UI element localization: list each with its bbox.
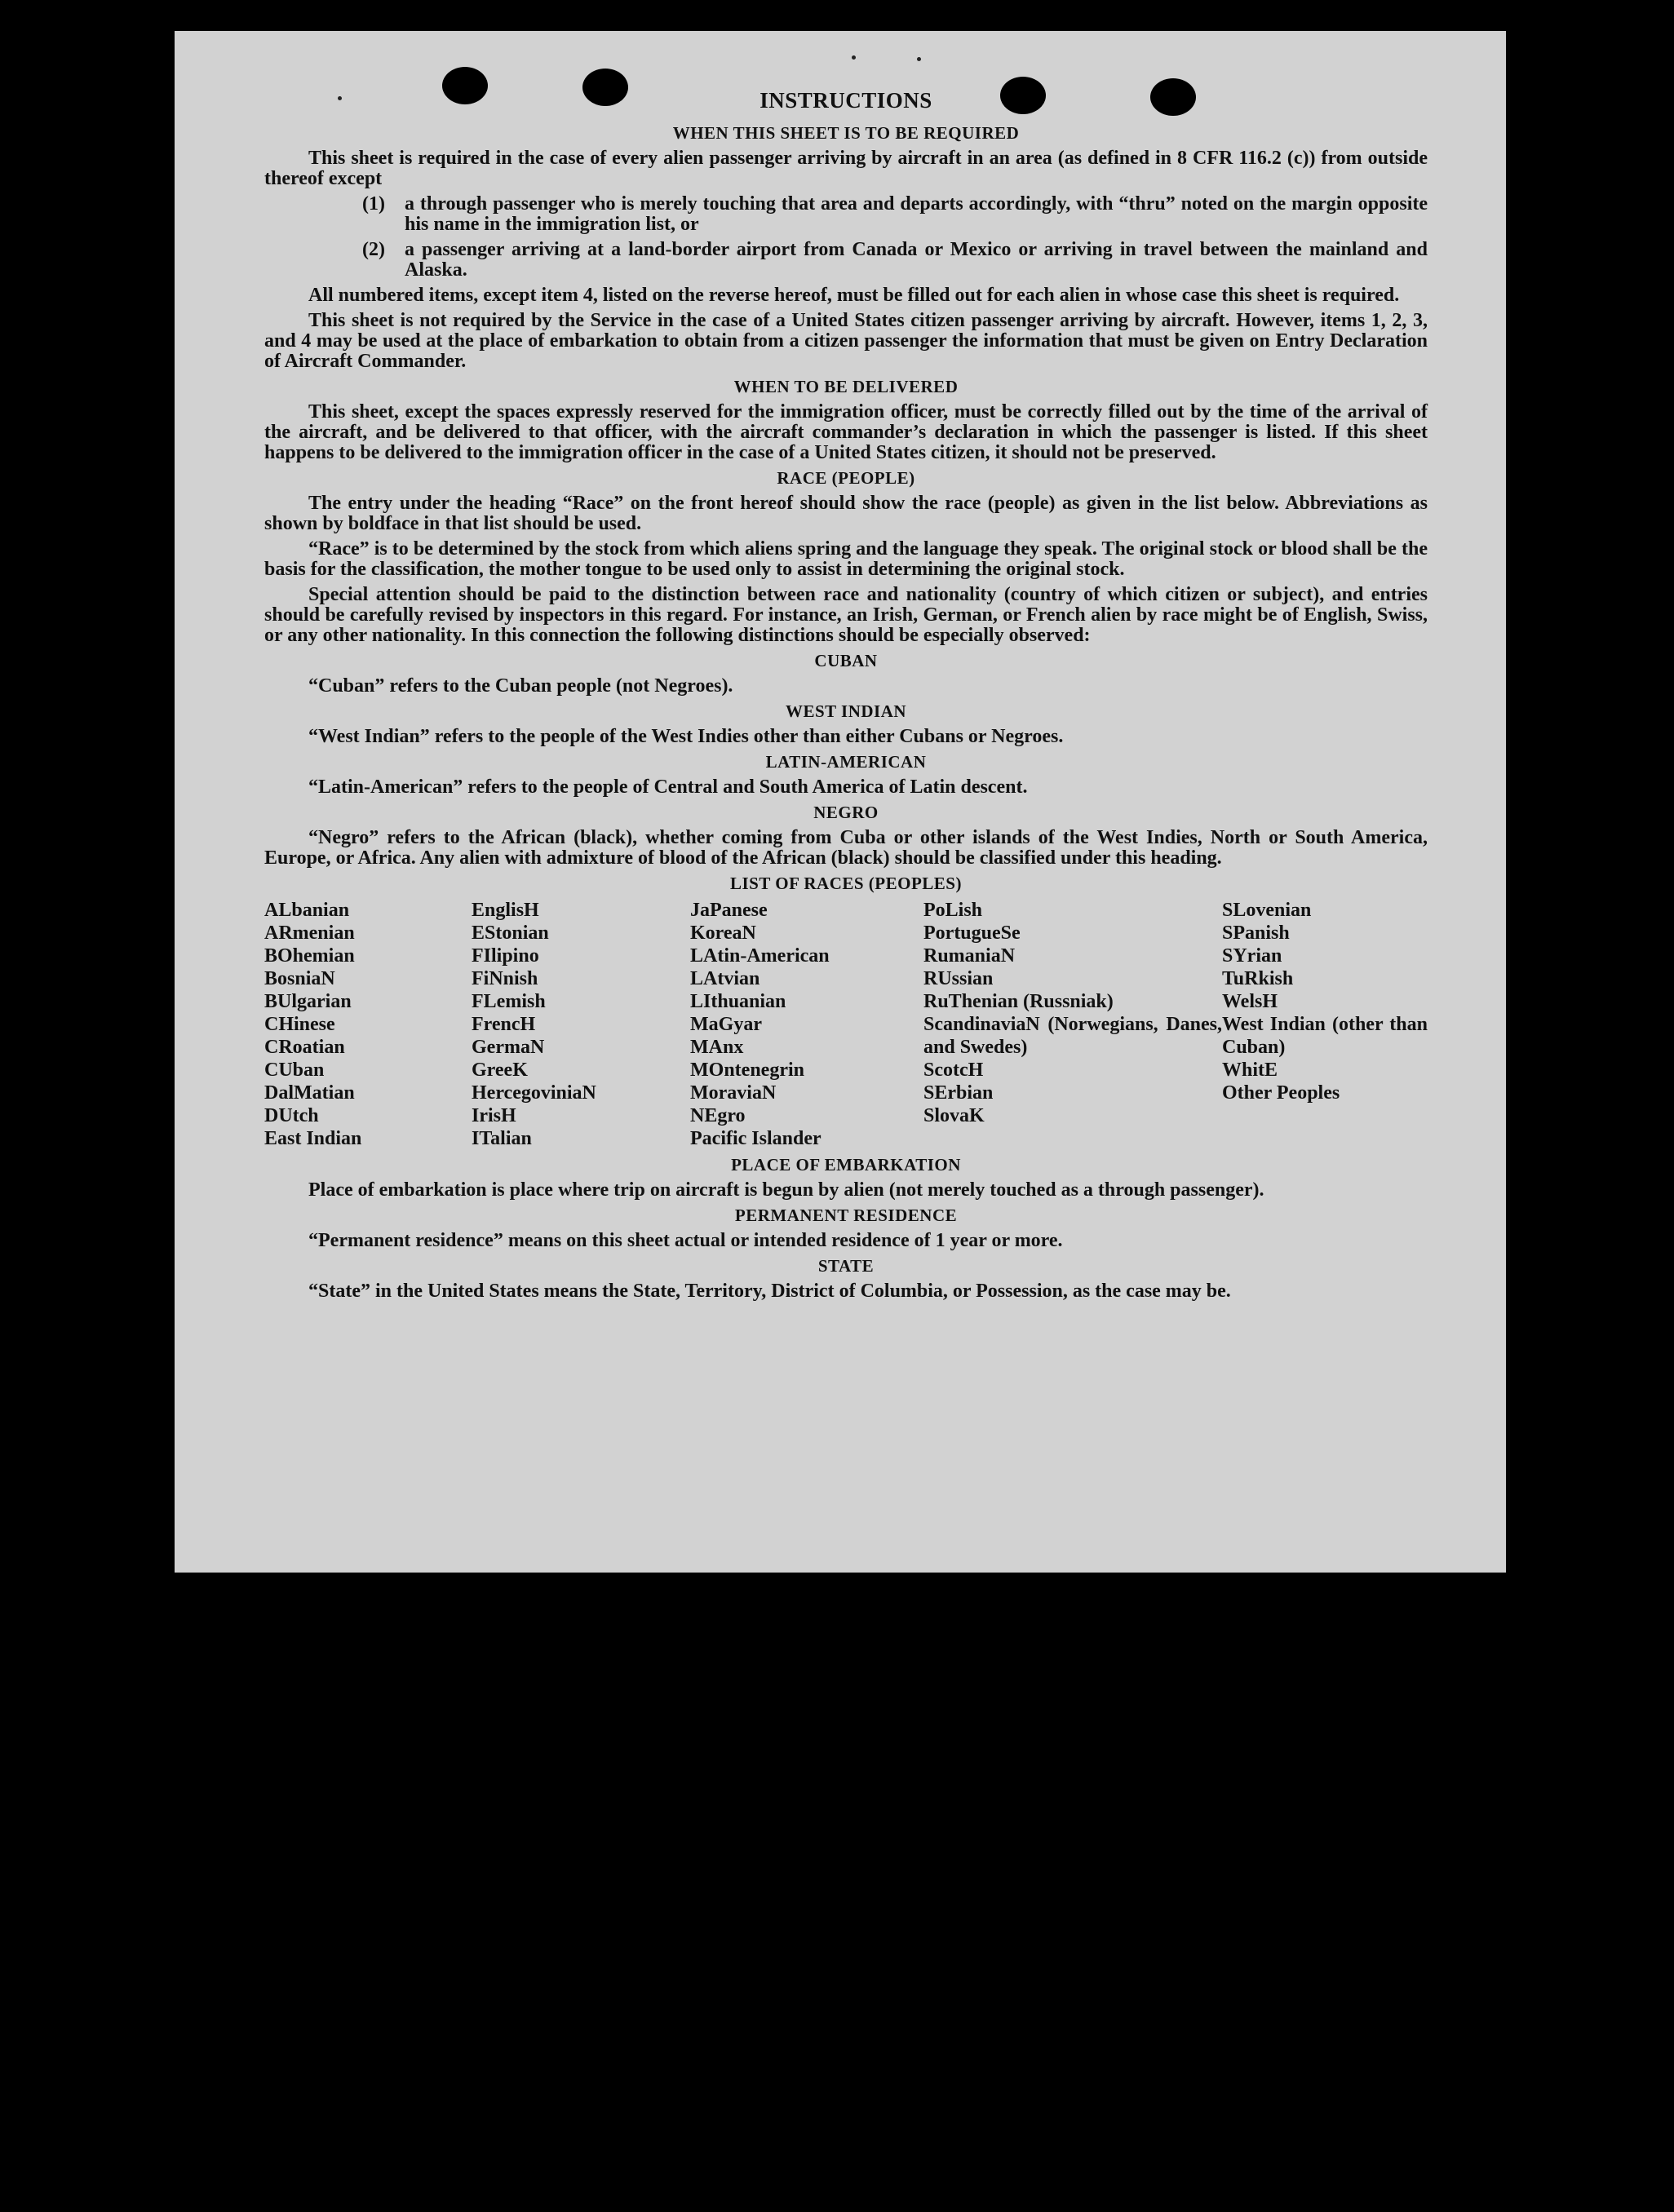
race-entry: TuRkish xyxy=(1222,968,1294,989)
race-entry: RUssian xyxy=(923,968,994,989)
section-heading: WEST INDIAN xyxy=(785,701,907,721)
race-entry: HercegoviniaN xyxy=(472,1082,596,1104)
race-entry: BUlgarian xyxy=(264,991,352,1012)
race-entry: BOhemian xyxy=(264,945,355,967)
instructions-content xyxy=(264,88,1428,1307)
section-heading: RACE (PEOPLE) xyxy=(777,468,915,488)
race-entry: PortugueSe xyxy=(923,922,1021,944)
race-entry: East Indian xyxy=(264,1128,362,1149)
race-entry: ALbanian xyxy=(264,900,350,921)
race-entry: LIthuanian xyxy=(690,991,786,1012)
paragraph: “Race” is to be determined by the stock from which aliens spring and the language they speak. The original stock or blood shall be the basis for the classification, the mother tongue to be used only to assist in determining the original stock. xyxy=(264,538,1428,580)
race-entry: CHinese xyxy=(264,1014,335,1035)
races-column xyxy=(690,899,923,1150)
paragraph: “Permanent residence” means on this sheet actual or intended residence of 1 year or more. xyxy=(308,1230,1063,1251)
race-entry: CRoatian xyxy=(264,1037,345,1058)
paragraph: Special attention should be paid to the distinction between race and nationality (country of which citizen or subject), and entries should be carefully revised by inspectors in this regard. For instance, an Irish, German, or French alien by race might be of English, Swiss, or any other nationality. In this connection the following distinctions should be especially observed: xyxy=(264,584,1428,646)
race-entry: FLemish xyxy=(472,991,546,1012)
race-entry: BosniaN xyxy=(264,968,335,989)
paragraph: This sheet is not required by the Service in the case of a United States citizen passenger arriving by aircraft. However, items 1, 2, 3, and 4 may be used at the place of embarkation to obtain from a citizen passenger the information that must be given on Entry Declaration of Aircraft Commander. xyxy=(264,310,1428,372)
race-entry: ARmenian xyxy=(264,922,355,944)
race-entry: EnglisH xyxy=(472,900,539,921)
paragraph: This sheet, except the spaces expressly reserved for the immigration officer, must be correctly filled out by the time of the arrival of the aircraft, and be delivered to that officer, with the aircraft commander’s declaration in which the passenger is listed. If this sheet happens to be delivered to the immigration officer in the case of a United States citizen, it should not be preserved. xyxy=(264,401,1428,463)
section-heading: WHEN THIS SHEET IS TO BE REQUIRED xyxy=(672,123,1020,143)
section-heading: WHEN TO BE DELIVERED xyxy=(733,377,959,396)
paragraph: All numbered items, except item 4, listed on the reverse hereof, must be filled out for each alien in whose case this sheet is required. xyxy=(308,285,1400,306)
paragraph: “Cuban” refers to the Cuban people (not Negroes). xyxy=(308,675,733,697)
paragraph: This sheet is required in the case of every alien passenger arriving by aircraft in an area (as defined in 8 CFR 116.2 (c)) from outside thereof except xyxy=(264,148,1428,189)
races-table xyxy=(264,899,1428,1150)
race-entry: WelsH xyxy=(1222,991,1278,1012)
paragraph: “Negro” refers to the African (black), whether coming from Cuba or other islands of the West Indies, North or South America, Europe, or Africa. Any alien with admixture of blood of the African (black) should be classified under this heading. xyxy=(264,827,1428,869)
race-entry: MAnx xyxy=(690,1037,744,1058)
section-heading: STATE xyxy=(817,1256,875,1276)
race-entry: DUtch xyxy=(264,1105,319,1126)
race-entry: ITalian xyxy=(472,1128,532,1149)
race-entry: ScotcH xyxy=(923,1060,984,1081)
race-entry: WhitE xyxy=(1222,1060,1278,1081)
paragraph: “West Indian” refers to the people of the West Indies other than either Cubans or Negroes. xyxy=(308,726,1064,747)
race-entry: FrencH xyxy=(472,1014,536,1035)
race-entry: CUban xyxy=(264,1060,325,1081)
paragraph: “Latin-American” refers to the people of Central and South America of Latin descent. xyxy=(308,776,1028,798)
race-entry: PoLish xyxy=(923,900,983,921)
item-text: a passenger arriving at a land-border airport from Canada or Mexico or arriving in travel between the mainland and Alaska. xyxy=(405,239,1428,281)
race-entry: West Indian (other than Cuban) xyxy=(1222,1014,1428,1058)
race-entry: MOntenegrin xyxy=(690,1060,804,1081)
section-heading: LATIN-AMERICAN xyxy=(765,752,927,772)
race-entry: SlovaK xyxy=(923,1105,985,1126)
document-page xyxy=(175,31,1506,1573)
section-heading: PERMANENT RESIDENCE xyxy=(734,1206,958,1225)
races-column xyxy=(923,899,1222,1150)
races-column xyxy=(472,899,690,1150)
paragraph: The entry under the heading “Race” on the front hereof should show the race (people) as given in the list below. Abbreviations as shown by boldface in that list should be used. xyxy=(264,493,1428,534)
race-entry: DalMatian xyxy=(264,1082,355,1104)
race-entry: FiNnish xyxy=(472,968,538,989)
races-column xyxy=(264,899,472,1150)
race-entry: RuThenian (Russniak) xyxy=(923,991,1114,1012)
race-entry: MoraviaN xyxy=(690,1082,777,1104)
item-text: a through passenger who is merely touching that area and departs accordingly, with “thru” noted on the margin opposite his name in the immigration list, or xyxy=(405,193,1428,235)
race-entry: EStonian xyxy=(472,922,549,944)
paragraph: “State” in the United States means the State, Territory, District of Columbia, or Possession, as the case may be. xyxy=(308,1281,1231,1302)
section-heading: LIST OF RACES (PEOPLES) xyxy=(730,874,962,893)
race-entry: FIlipino xyxy=(472,945,539,967)
list-item xyxy=(362,240,1428,281)
page-title: INSTRUCTIONS xyxy=(760,88,932,113)
item-number: (2) xyxy=(362,239,385,260)
race-entry: GreeK xyxy=(472,1060,528,1081)
race-entry: LAtvian xyxy=(690,968,760,989)
item-number: (1) xyxy=(362,193,385,215)
speck xyxy=(852,55,856,60)
race-entry: Other Peoples xyxy=(1222,1082,1340,1104)
list-item xyxy=(362,194,1428,235)
race-entry: SPanish xyxy=(1222,922,1290,944)
section-heading: CUBAN xyxy=(814,651,878,670)
section-heading: NEGRO xyxy=(813,803,879,822)
paragraph: Place of embarkation is place where trip on aircraft is begun by alien (not merely touched as a through passenger). xyxy=(308,1179,1264,1201)
section-heading: PLACE OF EMBARKATION xyxy=(731,1155,961,1175)
race-entry: IrisH xyxy=(472,1105,516,1126)
race-entry: JaPanese xyxy=(690,900,768,921)
race-entry: SErbian xyxy=(923,1082,994,1104)
race-entry: Pacific Islander xyxy=(690,1128,822,1149)
race-entry: SYrian xyxy=(1222,945,1282,967)
race-entry: LAtin-American xyxy=(690,945,830,967)
race-entry: NEgro xyxy=(690,1105,746,1126)
speck xyxy=(917,57,921,61)
races-column xyxy=(1222,899,1428,1150)
race-entry: ScandinaviaN (Norwegians, Danes, and Swedes) xyxy=(923,1014,1222,1058)
race-entry: SLovenian xyxy=(1222,900,1312,921)
race-entry: RumaniaN xyxy=(923,945,1016,967)
race-entry: GermaN xyxy=(472,1037,545,1058)
race-entry: MaGyar xyxy=(690,1014,762,1035)
race-entry: KoreaN xyxy=(690,922,756,944)
